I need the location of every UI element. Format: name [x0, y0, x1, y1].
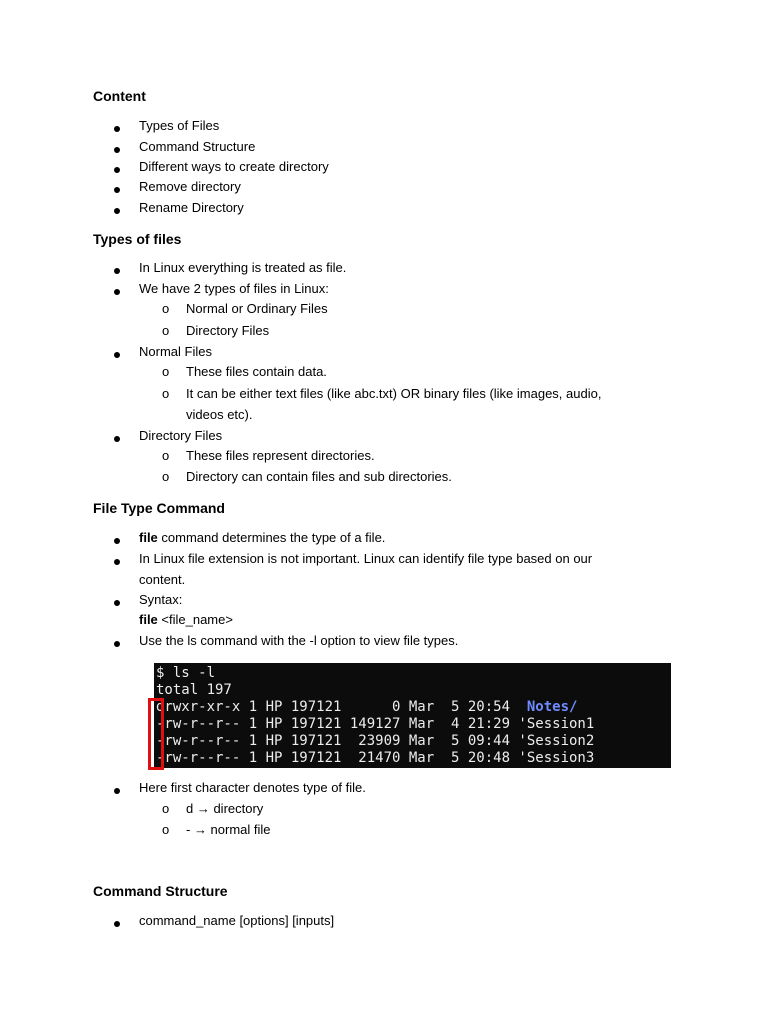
content-heading: Content [93, 88, 146, 104]
highlight-box [148, 698, 164, 770]
types-subitem: Normal or Ordinary Files [186, 301, 328, 316]
bullet [114, 147, 122, 155]
types-item: In Linux everything is treated as file. [139, 260, 347, 275]
types-item: Directory Files [139, 428, 223, 443]
syntax-arg: <file_name> [157, 612, 233, 627]
bullet [114, 921, 122, 929]
filetype-subitem: - → normal file [186, 822, 271, 837]
content-item: Different ways to create directory [139, 159, 329, 174]
terminal-line: -rw-r--r-- 1 HP 197121 21470 Mar 5 20:48 'Session3 [156, 750, 595, 766]
types-subitem: It can be either text files (like abc.txt) OR binary files (like images, audio, [186, 386, 602, 401]
types-subitem: These files contain data. [186, 364, 327, 379]
terminal-line [156, 699, 577, 716]
sub-bullet: o [162, 822, 170, 837]
filetype-item: In Linux file extension is not important. Linux can identify file type based on our [139, 551, 593, 566]
bullet [114, 788, 122, 796]
terminal-screenshot [154, 663, 671, 768]
terminal-dir-name: Notes/ [526, 699, 578, 715]
content-item: Remove directory [139, 179, 241, 194]
types-item: Normal Files [139, 344, 212, 359]
bullet [114, 289, 122, 297]
types-subitem-cont: videos etc). [186, 407, 253, 422]
types-subitem: These files represent directories. [186, 448, 375, 463]
filetype-subitem: d → directory [186, 801, 264, 816]
bullet [114, 187, 122, 195]
sub-bullet: o [162, 448, 170, 463]
filetype-item-cont: content. [139, 572, 186, 587]
bullet [114, 559, 122, 567]
bullet [114, 641, 122, 649]
bullet [114, 538, 122, 546]
filetype-item: Here first character denotes type of file. [139, 780, 366, 795]
types-heading: Types of files [93, 231, 182, 247]
content-item: Command Structure [139, 139, 256, 154]
bullet [114, 352, 122, 360]
file-keyword: file [139, 530, 158, 545]
bullet [114, 600, 122, 608]
sub-bullet: o [162, 386, 170, 401]
content-item: Rename Directory [139, 200, 244, 215]
types-subitem: Directory Files [186, 323, 270, 338]
sub-bullet: o [162, 301, 170, 316]
types-subitem: Directory can contain files and sub directories. [186, 469, 452, 484]
filetype-heading: File Type Command [93, 500, 225, 516]
sub-bullet: o [162, 323, 170, 338]
file-keyword: file [139, 612, 158, 627]
syntax-line [139, 610, 659, 630]
content-item: Types of Files [139, 118, 220, 133]
types-item: We have 2 types of files in Linux: [139, 281, 329, 296]
terminal-line: $ ls -l [156, 665, 216, 681]
bullet [114, 436, 122, 444]
filetype-item [139, 528, 659, 548]
structure-item: command_name [options] [inputs] [139, 913, 335, 928]
structure-heading: Command Structure [93, 883, 228, 899]
filetype-item: Use the ls command with the -l option to view file types. [139, 633, 459, 648]
sub-bullet: o [162, 364, 170, 379]
filetype-item: Syntax: [139, 592, 183, 607]
terminal-row-text: drwxr-xr-x 1 HP 197121 0 Mar 5 20:54 [156, 699, 527, 715]
bullet [114, 126, 122, 134]
bullet [114, 167, 122, 175]
terminal-line: -rw-r--r-- 1 HP 197121 149127 Mar 4 21:29 'Session1 [156, 716, 595, 732]
sub-bullet: o [162, 801, 170, 816]
terminal-line: -rw-r--r-- 1 HP 197121 23909 Mar 5 09:44 'Session2 [156, 733, 595, 749]
terminal-line: total 197 [156, 682, 232, 698]
bullet [114, 208, 122, 216]
bullet [114, 268, 122, 276]
sub-bullet: o [162, 469, 170, 484]
filetype-text: command determines the type of a file. [157, 530, 386, 545]
